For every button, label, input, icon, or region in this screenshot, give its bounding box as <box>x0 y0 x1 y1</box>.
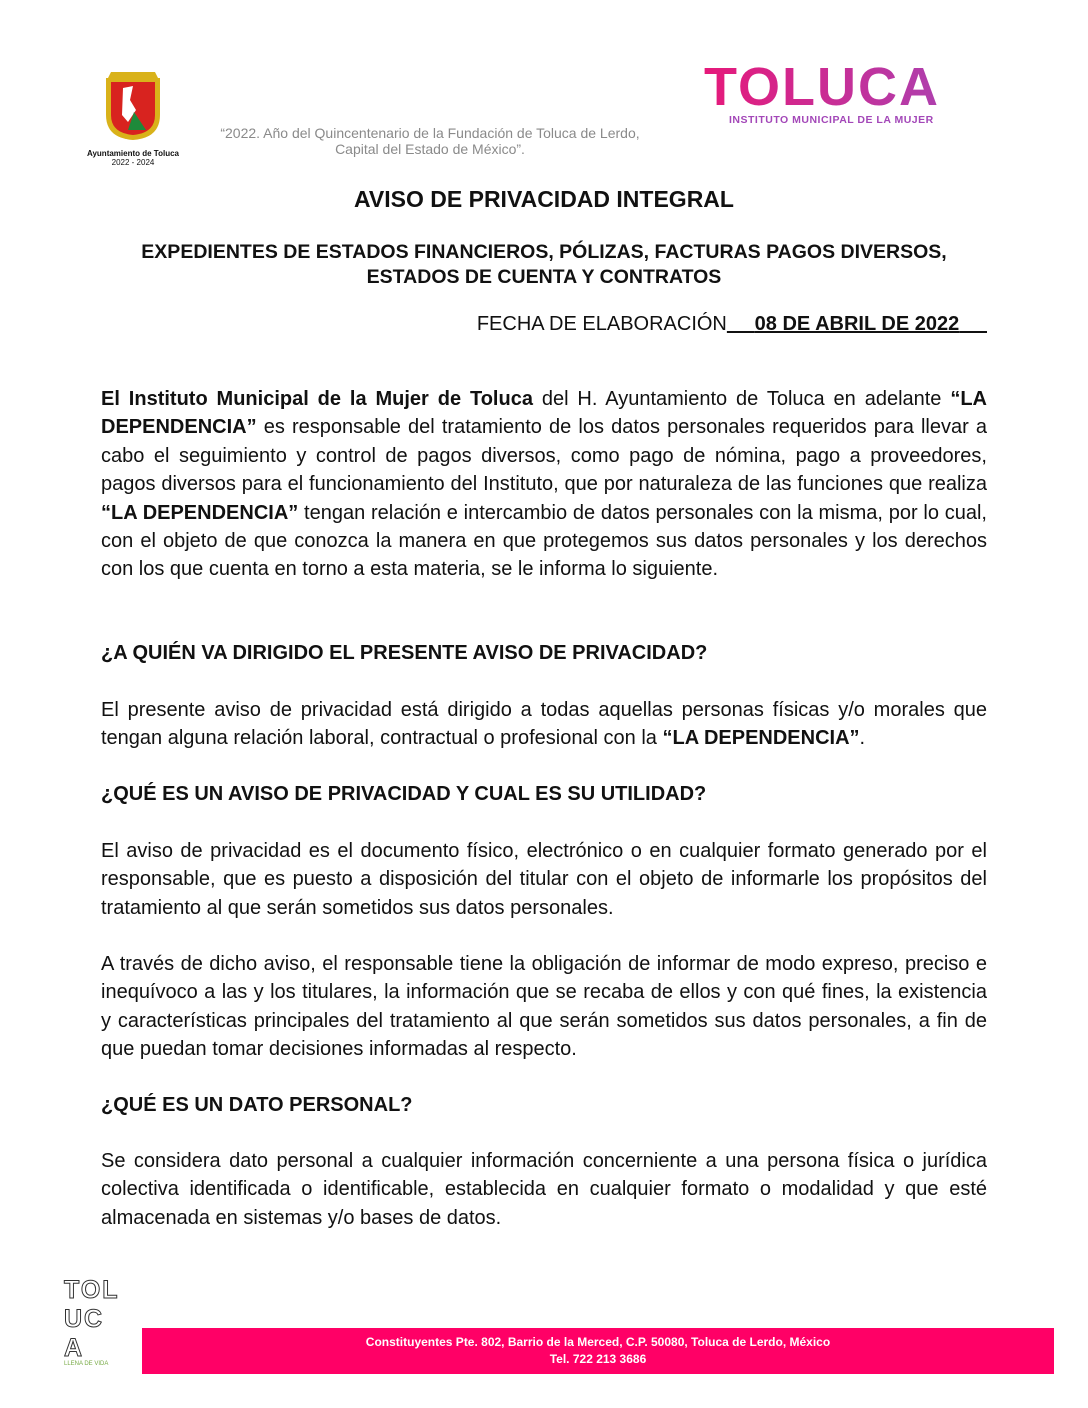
intro-paragraph <box>101 385 987 584</box>
document-subtitle <box>101 240 987 290</box>
section-paragraph: El aviso de privacidad es el documento físico, electrónico o en cualquier formato generado por el responsable, que es puesto a disposición del titular con el objeto de informarle los propósitos del tratamiento al que serán sometidos sus datos personales. <box>101 840 987 919</box>
section-text-end: . <box>859 727 866 750</box>
coat-of-arms-icon <box>78 60 188 142</box>
footer-address: Constituyentes Pte. 802, Barrio de la Merced, C.P. 50080, Toluca de Lerdo, México <box>365 1335 831 1349</box>
motto <box>190 125 670 157</box>
toluca-logo-word: TOLUCA <box>704 60 989 114</box>
section-text: El presente aviso de privacidad está dirigido a todas aquellas personas físicas y/o morales que tengan alguna relación laboral, contractual o profesional con la <box>101 699 987 750</box>
section-paragraph <box>101 696 987 753</box>
section-heading: ¿QUÉ ES UN AVISO DE PRIVACIDAD Y CUAL ES SU UTILIDAD? <box>101 783 707 805</box>
subtitle-line-1: EXPEDIENTES DE ESTADOS FINANCIEROS, PÓLIZAS, FACTURAS PAGOS DIVERSOS, <box>141 241 947 263</box>
intro-text-2: es responsable del tratamiento de los datos personales requeridos para llevar a cabo el seguimiento y control de pagos diversos, como pago de nómina, pago a proveedores, pagos diversos para el funcionamiento del Instituto, que por naturaleza de las funciones que realiza <box>101 416 987 496</box>
institute-name: El Instituto Municipal de la Mujer de Toluca <box>101 388 533 410</box>
dependencia-label: “LA DEPENDENCIA” <box>101 501 299 524</box>
footer-phone: Tel. 722 213 3686 <box>549 1352 647 1366</box>
fecha-value: 08 DE ABRIL DE 2022 <box>754 313 960 335</box>
footer-logo-word: TOLUCA <box>64 1276 120 1362</box>
section-paragraph: Se considera dato personal a cualquier información concerniente a una persona física o jurídica colectiva identificada o identificable, establecida en cualquier formato o modalidad y que esté almacenada en sistemas y/o bases de datos. <box>101 1150 987 1229</box>
document-title: AVISO DE PRIVACIDAD INTEGRAL <box>354 186 734 212</box>
dependencia-label: “LA DEPENDENCIA” <box>662 727 860 750</box>
subtitle-line-2: ESTADOS DE CUENTA Y CONTRATOS <box>366 266 722 288</box>
section-heading: ¿A QUIÉN VA DIRIGIDO EL PRESENTE AVISO DE PRIVACIDAD? <box>101 642 708 664</box>
ayuntamiento-years: 2022 - 2024 <box>111 158 155 167</box>
section-heading: ¿QUÉ ES UN DATO PERSONAL? <box>101 1094 413 1116</box>
motto-line-1: “2022. Año del Quincentenario de la Fundación de Toluca de Lerdo, <box>220 125 640 141</box>
ayuntamiento-logo <box>78 60 188 168</box>
toluca-logo-subtitle: INSTITUTO MUNICIPAL DE LA MUJER <box>729 114 934 126</box>
intro-text-1: del H. Ayuntamiento de Toluca en adelante <box>532 388 951 410</box>
footer-toluca-logo <box>64 1276 124 1367</box>
intro-text-3: tengan relación e intercambio de datos personales con la misma, por lo cual, con el objeto de que conozca la manera en que protegemos sus datos personales y los derechos con los que cuenta en torno a esta materia, se le informa lo siguiente. <box>101 501 987 581</box>
instituto-mujer-logo <box>704 57 989 140</box>
dependencia-label: “LA DEPENDENCIA” <box>101 388 988 439</box>
fecha-elaboracion <box>477 313 987 336</box>
motto-line-2: Capital del Estado de México”. <box>335 141 525 157</box>
footer-logo-tagline: LLENA DE VIDA <box>64 1361 109 1367</box>
fecha-label: FECHA DE ELABORACIÓN <box>476 313 727 335</box>
ayuntamiento-caption: Ayuntamiento de Toluca <box>86 149 179 158</box>
footer-address-bar <box>142 1328 1054 1374</box>
section-paragraph: A través de dicho aviso, el responsable tiene la obligación de informar de modo expreso, preciso e inequívoco a las y los titulares, la información que se recaba de ellos y con qué fines, la existencia y características principales del tratamiento al que serán sometidos sus datos personales, a fin de que puedan tomar decisiones informadas al respecto. <box>101 953 987 1061</box>
